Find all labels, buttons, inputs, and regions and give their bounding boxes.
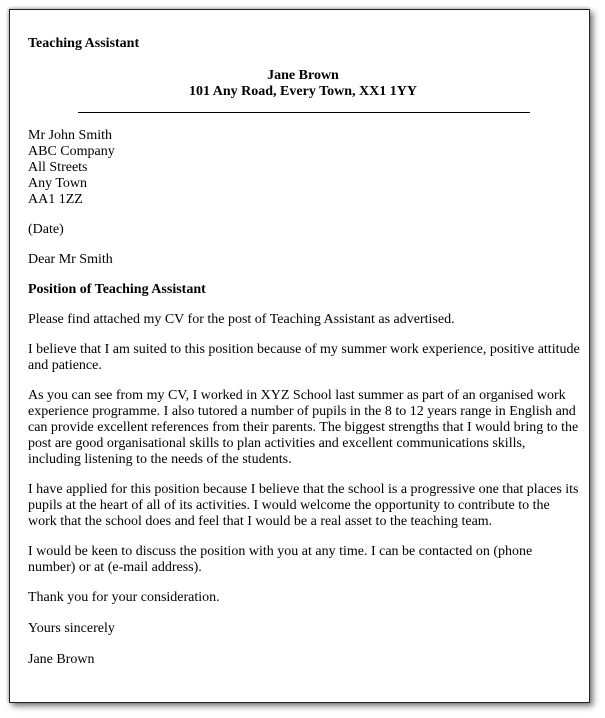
letter-date: (Date)	[28, 222, 64, 237]
subject-line: Position of Teaching Assistant	[28, 282, 206, 297]
recipient-line: Any Town	[28, 176, 88, 191]
body-paragraph: Thank you for your consideration.	[28, 590, 220, 605]
body-paragraph: I have applied for this position because I believe that the school is a progressive one that places its pupils at the heart of all of its activities. I would welcome the opportunity to contribute to the work that the school does and feel that I would be a real asset to the teaching team.	[28, 482, 579, 529]
sender-name: Jane Brown	[267, 68, 339, 83]
recipient-line: All Streets	[28, 160, 88, 175]
sender-header	[27, 68, 579, 100]
body-paragraph: I would be keen to discuss the position with you at any time. I can be contacted on (phone number) or at (e-mail address).	[28, 544, 533, 575]
body-paragraph: I believe that I am suited to this position because of my summer work experience, positive attitude and patience.	[28, 342, 580, 373]
recipient-line: AA1 1ZZ	[28, 192, 83, 207]
header-divider	[78, 112, 530, 113]
recipient-address	[28, 128, 580, 208]
recipient-line: ABC Company	[28, 144, 115, 159]
body-paragraph: Please find attached my CV for the post of Teaching Assistant as advertised.	[28, 312, 455, 327]
document-title: Teaching Assistant	[28, 36, 140, 51]
recipient-line: Mr John Smith	[28, 128, 113, 143]
closing: Yours sincerely	[28, 621, 115, 636]
signature-name: Jane Brown	[28, 652, 95, 667]
body-paragraph: As you can see from my CV, I worked in XYZ School last summer as part of an organised work experience programme. I also tutored a number of pupils in the 8 to 12 years range in English and can provide excellent references from their parents. The biggest strengths that I would bring to the post are good organisational skills to plan activities and excellent communications skills, including listening to the needs of the students.	[28, 388, 579, 467]
sender-address: 101 Any Road, Every Town, XX1 1YY	[189, 84, 417, 99]
salutation: Dear Mr Smith	[28, 252, 113, 267]
letter-page	[28, 36, 580, 668]
